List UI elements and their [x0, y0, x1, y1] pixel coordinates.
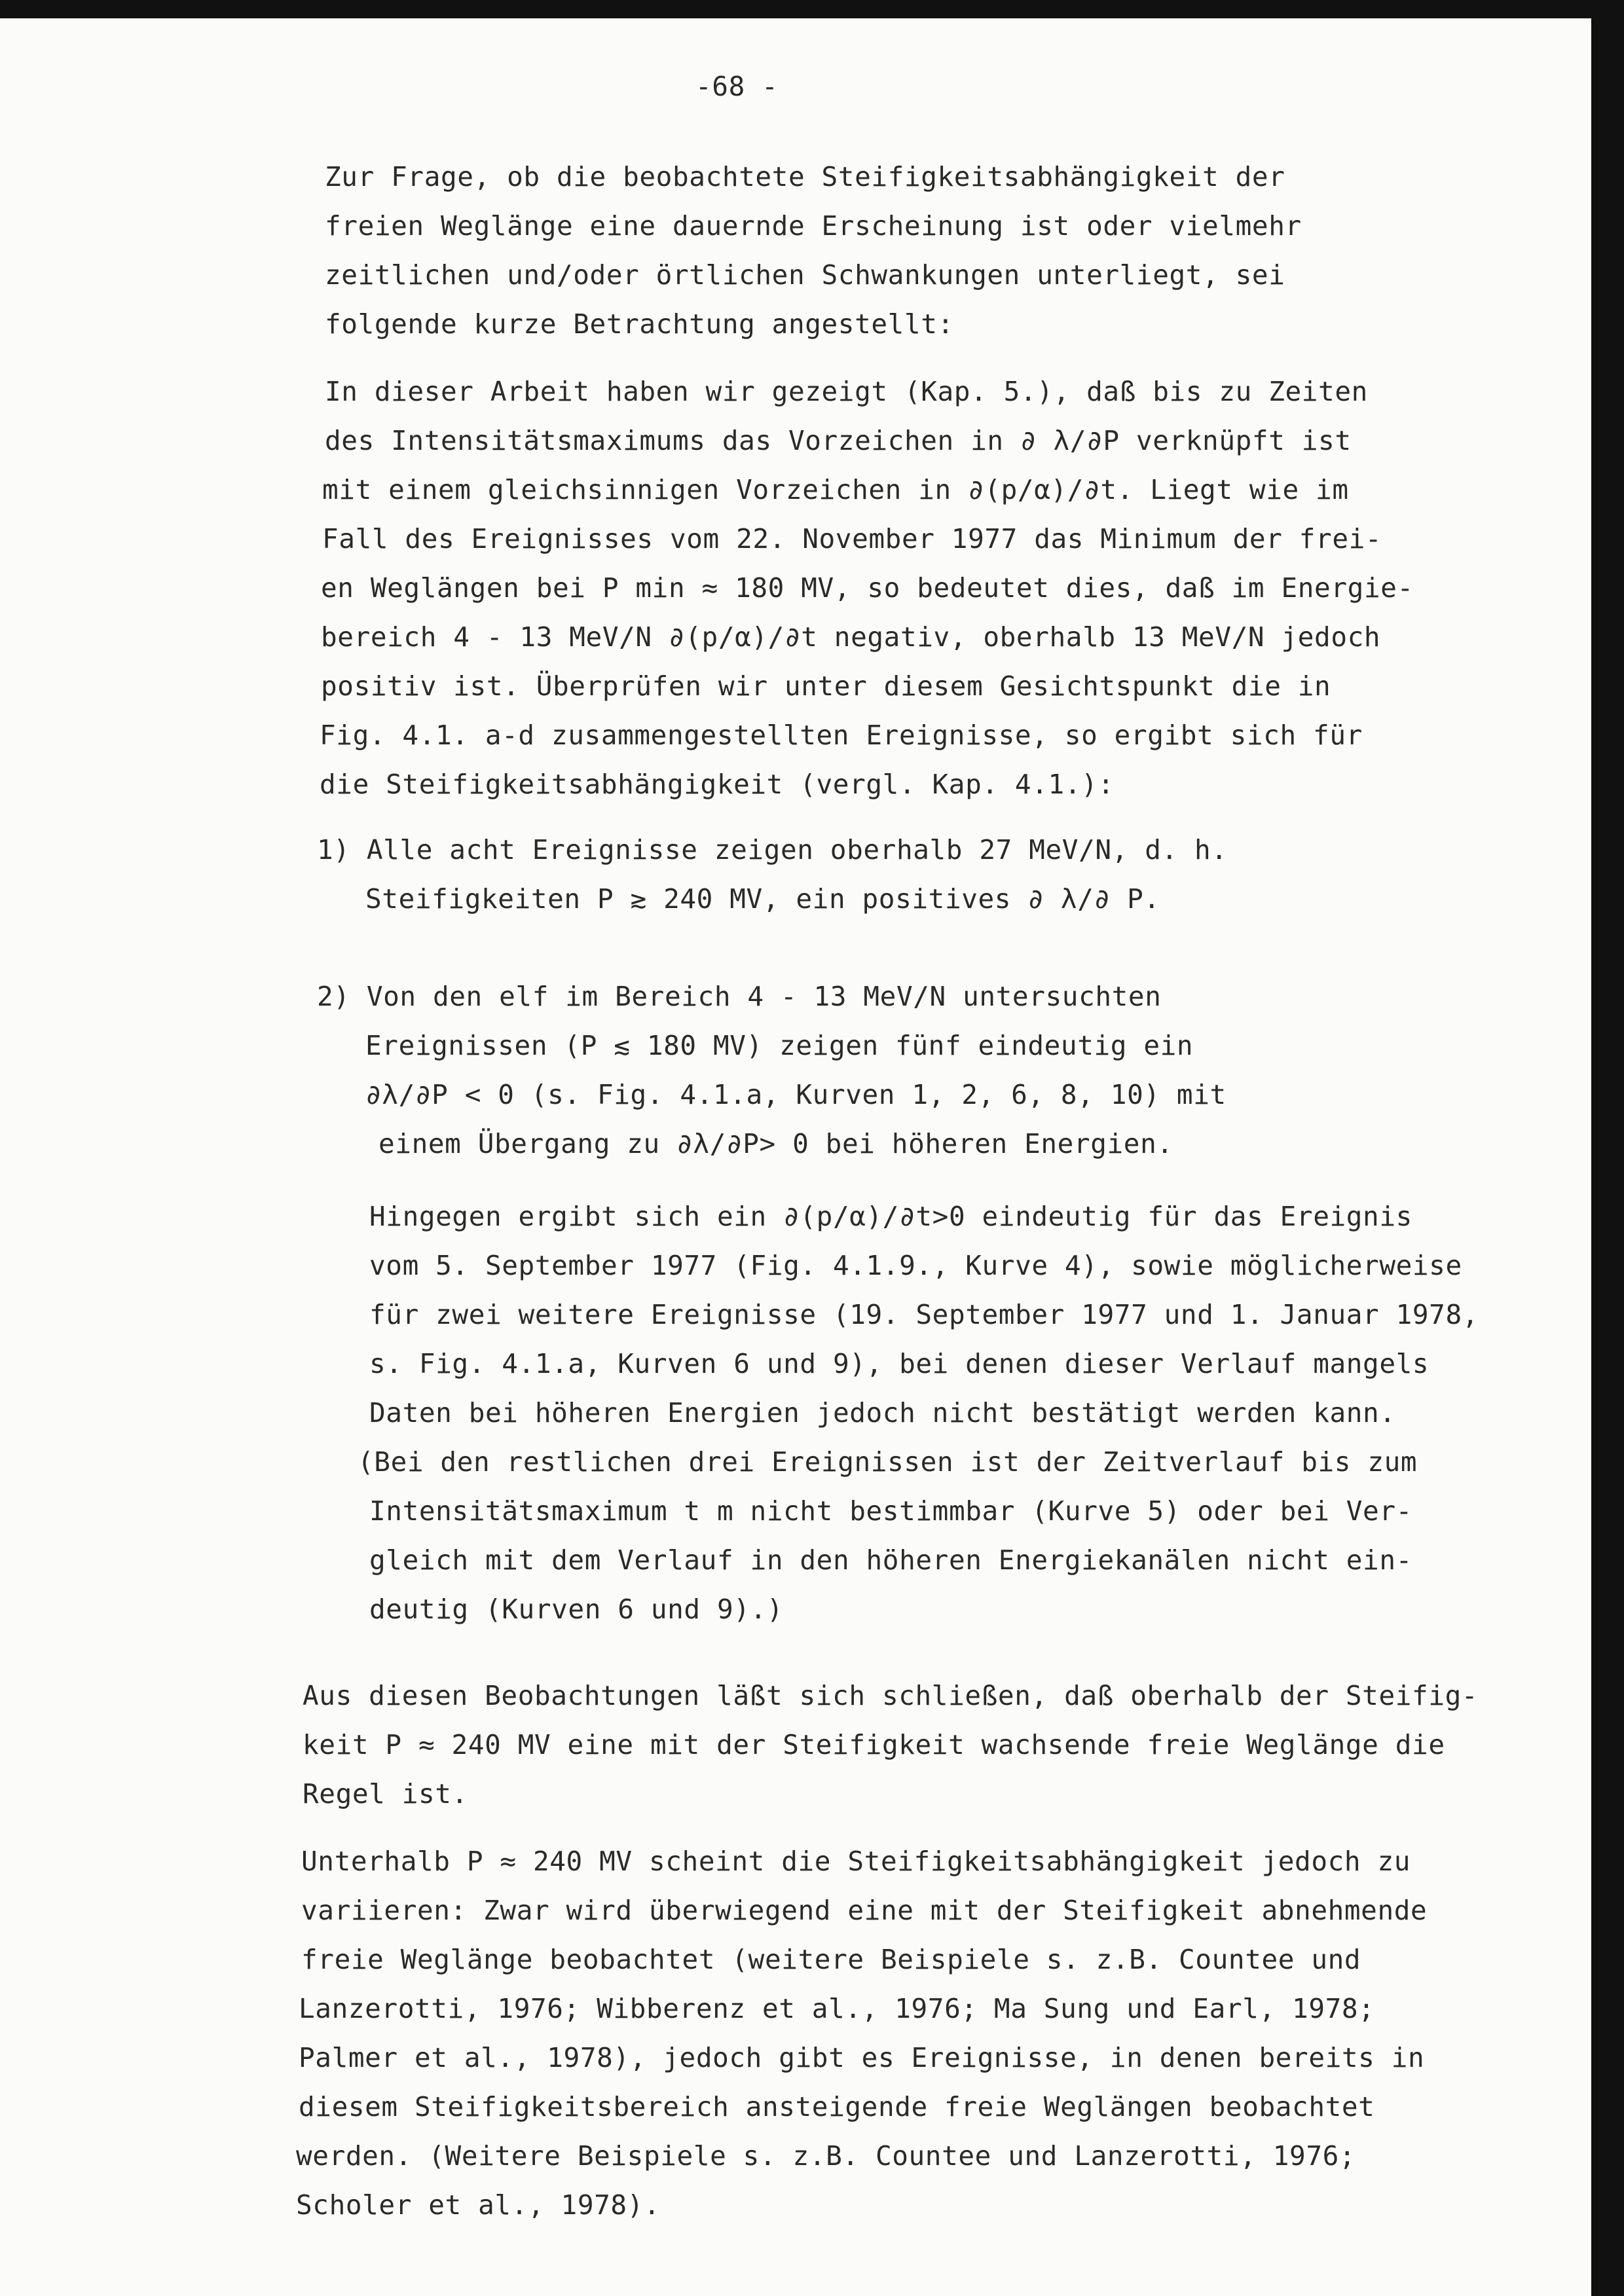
text-line: Steifigkeiten P ≳ 240 MV, ein positives ∂ λ/∂ P.: [365, 883, 1160, 915]
page-number: -68 -: [695, 71, 779, 102]
text-line: positiv ist. Überprüfen wir unter diesem Gesichtspunkt die in: [321, 670, 1331, 702]
text-line: Lanzerotti, 1976; Wibberenz et al., 1976; Ma Sung und Earl, 1978;: [299, 1993, 1375, 2024]
text-line: Aus diesen Beobachtungen läßt sich schließen, daß oberhalb der Steifig-: [303, 1680, 1479, 1711]
text-line: bereich 4 - 13 MeV/N ∂(p/α)/∂t negativ, oberhalb 13 MeV/N jedoch: [321, 621, 1381, 653]
text-line: Daten bei höheren Energien jedoch nicht bestätigt werden kann.: [369, 1397, 1396, 1429]
text-line: Fig. 4.1. a-d zusammengestellten Ereignisse, so ergibt sich für: [320, 720, 1363, 751]
text-line: Ereignissen (P ≲ 180 MV) zeigen fünf eindeutig ein: [365, 1030, 1194, 1061]
list-item-2: 2) Von den elf im Bereich 4 - 13 MeV/N untersuchten: [317, 981, 1162, 1012]
text-line: gleich mit dem Verlauf in den höheren Energiekanälen nicht ein-: [369, 1544, 1412, 1576]
text-line: diesem Steifigkeitsbereich ansteigende freie Weglängen beobachtet: [299, 2091, 1375, 2123]
scan-border-top: [0, 0, 1624, 18]
document-page: [0, 18, 1591, 2296]
text-line: zeitlichen und/oder örtlichen Schwankungen unterliegt, sei: [325, 259, 1285, 291]
text-line: en Weglängen bei P min ≈ 180 MV, so bedeutet dies, daß im Energie-: [321, 572, 1414, 604]
text-line: ∂λ/∂P < 0 (s. Fig. 4.1.a, Kurven 1, 2, 6, 8, 10) mit: [365, 1079, 1227, 1110]
text-line: variieren: Zwar wird überwiegend eine mit der Steifigkeit abnehmende: [301, 1895, 1428, 1926]
text-line: (Bei den restlichen drei Ereignissen ist der Zeitverlauf bis zum: [358, 1446, 1418, 1478]
text-line: deutig (Kurven 6 und 9).): [369, 1594, 784, 1625]
text-line: s. Fig. 4.1.a, Kurven 6 und 9), bei denen dieser Verlauf mangels: [369, 1348, 1430, 1379]
text-line: Scholer et al., 1978).: [296, 2189, 661, 2221]
text-line: freie Weglänge beobachtet (weitere Beispiele s. z.B. Countee und: [301, 1944, 1361, 1975]
scan-border-right: [1591, 0, 1624, 2296]
text-line: In dieser Arbeit haben wir gezeigt (Kap. 5.), daß bis zu Zeiten: [325, 376, 1368, 407]
text-line: Regel ist.: [303, 1778, 468, 1810]
list-item-1: 1) Alle acht Ereignisse zeigen oberhalb 27 MeV/N, d. h.: [317, 834, 1228, 866]
text-line: Intensitätsmaximum t m nicht bestimmbar (Kurve 5) oder bei Ver-: [369, 1495, 1412, 1527]
text-line: vom 5. September 1977 (Fig. 4.1.9., Kurve 4), sowie möglicherweise: [369, 1250, 1462, 1281]
text-line: einem Übergang zu ∂λ/∂P> 0 bei höheren Energien.: [378, 1128, 1173, 1159]
text-line: Unterhalb P ≈ 240 MV scheint die Steifigkeitsabhängigkeit jedoch zu: [301, 1846, 1411, 1877]
text-line: folgende kurze Betrachtung angestellt:: [325, 308, 954, 340]
text-line: freien Weglänge eine dauernde Erscheinung ist oder vielmehr: [325, 210, 1302, 242]
text-line: Palmer et al., 1978), jedoch gibt es Ereignisse, in denen bereits in: [299, 2042, 1425, 2073]
text-line: Fall des Ereignisses vom 22. November 1977 das Minimum der frei-: [322, 523, 1382, 555]
text-line: keit P ≈ 240 MV eine mit der Steifigkeit wachsende freie Weglänge die: [303, 1729, 1445, 1760]
text-line: mit einem gleichsinnigen Vorzeichen in ∂(p/α)/∂t. Liegt wie im: [322, 474, 1349, 505]
text-line: Hingegen ergibt sich ein ∂(p/α)/∂t>0 eindeutig für das Ereignis: [369, 1201, 1412, 1232]
text-line: Zur Frage, ob die beobachtete Steifigkeitsabhängigkeit der: [325, 161, 1285, 192]
text-line: werden. (Weitere Beispiele s. z.B. Countee und Lanzerotti, 1976;: [296, 2140, 1356, 2172]
text-line: die Steifigkeitsabhängigkeit (vergl. Kap. 4.1.):: [320, 769, 1115, 800]
text-line: für zwei weitere Ereignisse (19. September 1977 und 1. Januar 1978,: [369, 1299, 1479, 1330]
text-line: des Intensitätsmaximums das Vorzeichen in ∂ λ/∂P verknüpft ist: [325, 425, 1352, 456]
